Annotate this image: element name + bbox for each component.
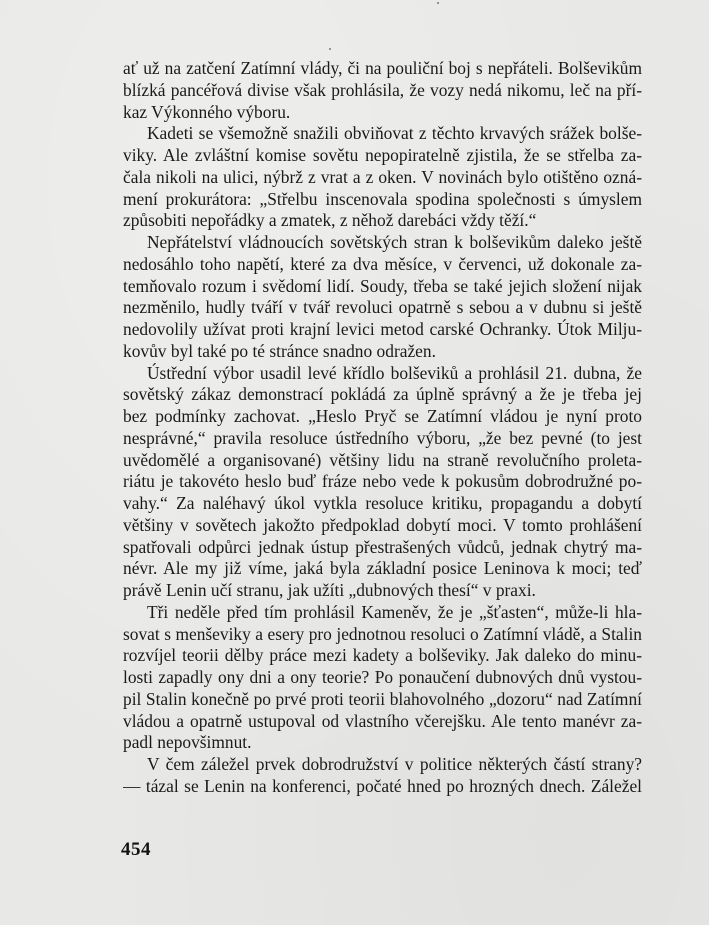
text-line: sovětský zákaz demonstrací pokládá za úplně správný a že je třeba jej — [123, 384, 642, 405]
text-line: nedovolily užívat proti krajní levici metod carské Ochranky. Útok Milju- — [123, 319, 642, 339]
text-line: pil Stalin konečně po prvé proti teorii blahovolného „dozoru“ nad Zatímní — [123, 688, 642, 709]
text-line: temňovalo rozum i svědomí lidí. Soudy, třeba se také jejich složení nijak — [123, 275, 642, 296]
text-line: Kadeti se všemožně snažili obviňovat z těchto krvavých srážek bolše- — [147, 123, 642, 144]
text-line: čala nikoli na ulici, nýbrž z vrat a z oken. V novinách bylo otištěno ozná- — [123, 166, 642, 187]
text-line: névr. Ale my již víme, jaká byla základní posice Leninova k moci; teď — [123, 558, 642, 579]
paragraph — [123, 123, 642, 232]
text-line: — tázal se Lenin na konferenci, počaté hned po hrozných dnech. Záležel — [123, 775, 642, 796]
paragraph — [123, 232, 642, 363]
text-line: viky. Ale zvláštní komise sovětu nepopiratelně zjistila, že se střelba za- — [123, 145, 642, 165]
text-line: uvědomělé a organisované) většiny lidu na straně revolučního proleta- — [123, 449, 642, 470]
text-line: Tři neděle před tím prohlásil Kameněv, že je „šťasten“, může-li hla- — [147, 601, 642, 622]
text-line: sovat s menševiky a esery pro jednotnou resoluci o Zatímní vládě, a Stalin — [123, 623, 642, 644]
text-line: riátu je takovéto heslo buď fráze nebo vede k pokusům dobrodružné po- — [123, 471, 642, 492]
paragraph — [123, 58, 642, 123]
text-line: většiny v sovětech jakožto předpoklad dobytí moci. V tomto prohlášení — [123, 514, 642, 535]
paper-speck — [329, 48, 331, 50]
page-number: 454 — [121, 839, 151, 860]
text-line: způsobiti nepořádky a zmatek, z něhož darebáci vždy těží.“ — [123, 210, 537, 231]
text-line: vládou a opatrně ustupoval od vlastního včerejšku. Ale tento manévr za- — [123, 710, 642, 731]
text-line: V čem záležel prvek dobrodružství v politice některých částí strany? — [147, 754, 642, 774]
text-line: rozvíjel teorii dělby práce mezi kadety a bolševiky. Jak daleko do minu- — [123, 645, 642, 666]
text-line: Nepřátelství vládnoucích sovětských stran k bolševikům daleko ještě — [147, 232, 642, 252]
text-line: padl nepovšimnut. — [123, 732, 252, 753]
text-line: nedosáhlo toho napětí, které za dva měsíce, v červenci, už dokonale za- — [123, 253, 642, 274]
text-line: Ústřední výbor usadil levé křídlo bolševiků a prohlásil 21. dubna, že — [147, 362, 642, 383]
text-line: mení prokurátora: „Střelbu inscenovala spodina společnosti s úmyslem — [123, 188, 642, 209]
text-line: blízká pancéřová divise však prohlásila, že vozy nedá nikomu, leč na pří- — [123, 79, 642, 100]
text-line: spatřovali odpůrci jednak ústup přestrašených vůdců, jednak chytrý ma- — [123, 536, 642, 557]
paragraph — [123, 602, 642, 754]
text-line: bez podmínky zachovat. „Heslo Pryč se Zatímní vládou je nyní proto — [123, 406, 642, 426]
paper-speck — [437, 2, 439, 4]
paragraph — [123, 754, 642, 798]
text-line: losti zapadly ony dni a ony teorie? Po ponaučení dubnových dnů vystou- — [123, 667, 642, 687]
text-line: kovův byl také po té stránce snadno odražen. — [123, 340, 436, 361]
body-text — [123, 58, 642, 798]
text-line: ať už na zatčení Zatímní vlády, či na pouliční boj s nepřáteli. Bolševikům — [123, 58, 642, 78]
text-line: vahy.“ Za naléhavý úkol vytkla resoluce kritiku, propagandu a dobytí — [123, 493, 642, 513]
text-line: nezměnilo, hudly tváří v tvář revoluci opatrně s sebou a v dubnu si ještě — [123, 297, 642, 318]
text-line: kaz Výkonného výboru. — [123, 101, 291, 122]
paragraph — [123, 363, 642, 602]
text-line: nesprávné,“ pravila resoluce ústředního výboru, „že bez pevné (to jest — [123, 427, 642, 448]
text-line: právě Lenin učí stranu, jak užíti „dubnových thesí“ v praxi. — [123, 580, 536, 600]
